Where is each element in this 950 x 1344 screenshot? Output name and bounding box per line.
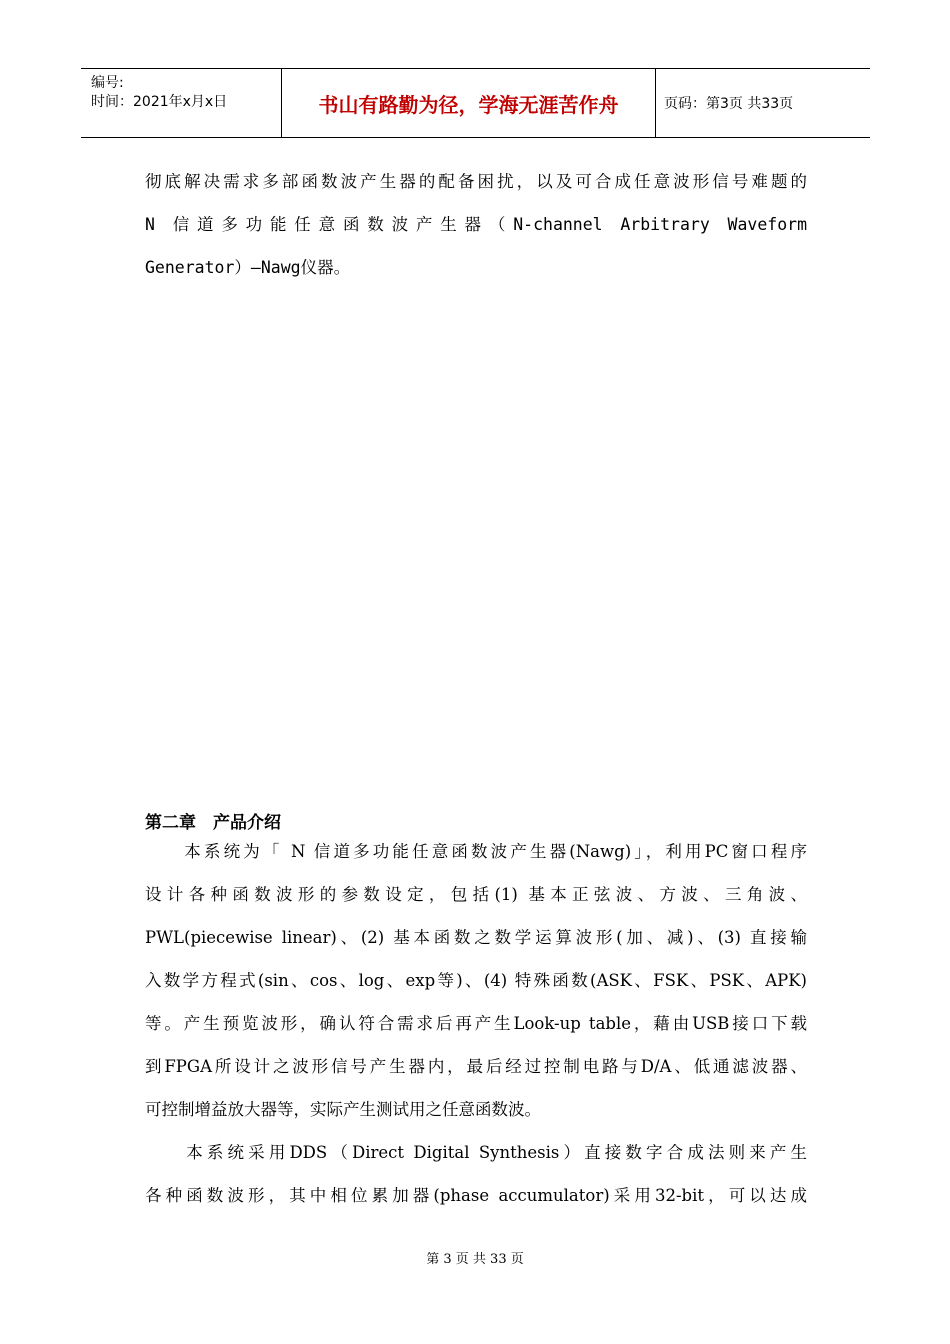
text-line: Generator）—Nawg仪器。 [145,258,351,277]
page-footer: 第 3 页 共 33 页 [426,1252,524,1267]
text-line: 设计各种函数波形的参数设定，包括(1) 基本正弦波、方波、三角波、 [145,885,807,904]
text-line: 入数学方程式(sin、cos、log、exp等)、(4) 特殊函数(ASK、FSK、PSK、APK) [145,971,807,990]
text-line: 本系统采用DDS（Direct Digital Synthesis）直接数字合成法则来产生 [145,1143,807,1162]
time-label: 时间：2021年x月x日 [91,94,228,110]
text-line: 等。产生预览波形，确认符合需求后再产生Look-up table，藉由USB接口下载 [145,1014,807,1033]
text-line: 彻底解决需求多部函数波产生器的配备困扰，以及可合成任意波形信号难题的 [145,172,807,191]
header-left-cell [91,74,227,112]
text-line: 各种函数波形，其中相位累加器(phase accumulator)采用32-bit，可以达成 [145,1186,807,1205]
motto: 书山有路勤为径，学海无涯苦作舟 [318,92,619,117]
page-info: 页码：第3页 共33页 [664,96,794,112]
intro-paragraph [145,160,807,289]
text-line: N 信道多功能任意函数波产生器（N-channel Arbitrary Waveform [145,215,807,234]
chapter-title: 第二章 产品介绍 [145,813,281,833]
text-line: 本系统为「 N 信道多功能任意函数波产生器(Nawg)」，利用PC窗口程序 [145,842,807,861]
text-line: PWL(piecewise linear)、(2) 基本函数之数学运算波形(加、减)、(3) 直接输 [145,928,807,947]
text-line: 可控制增益放大器等，实际产生测试用之任意函数波。 [145,1100,541,1119]
page-header [81,68,870,138]
header-divider [655,69,656,137]
chapter-paragraph-1 [145,830,807,1217]
text-line: 到FPGA所设计之波形信号产生器内，最后经过控制电路与D/A、低通滤波器、 [145,1057,807,1076]
code-label: 编号: [91,75,124,91]
